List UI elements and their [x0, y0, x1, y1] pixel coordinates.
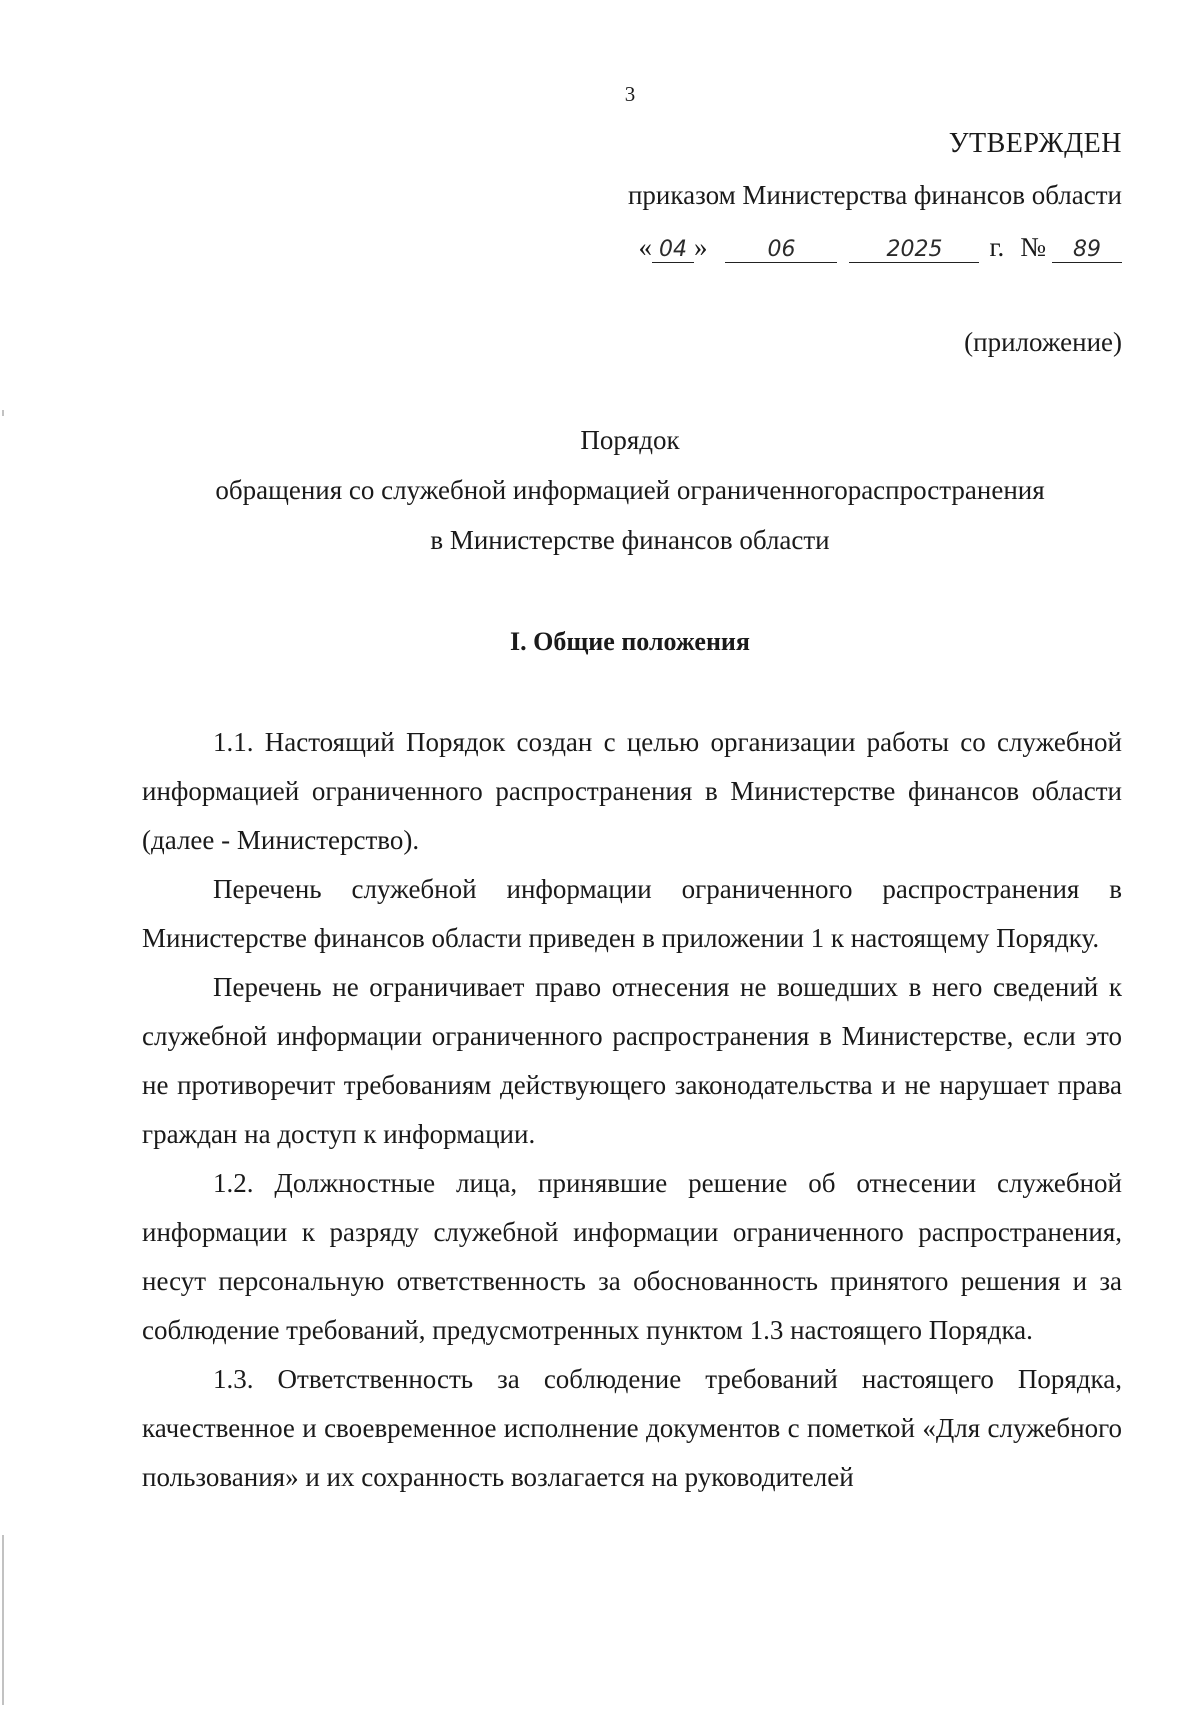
document-title: Порядок — [580, 425, 680, 455]
handwritten-order-number: 89 — [1052, 238, 1122, 263]
approval-date-line — [638, 232, 1122, 263]
paragraph-1-3: 1.3. Ответственность за соблюдение требований настоящего Порядка, качественное и своевременное исполнение документов с пометкой «Для служебного пользования» и их сохранность возлагается на руководителей — [142, 1364, 1122, 1492]
document-subtitle-line-1: обращения со служебной информацией ограниченногораспространения — [215, 475, 1045, 505]
scan-artifact — [2, 410, 4, 416]
handwritten-year: 2025 — [849, 238, 979, 263]
document-subtitle-line-2: в Министерстве финансов области — [430, 525, 830, 555]
paragraph-list-reference: Перечень служебной информации ограниченного распространения в Министерстве финансов области приведен в приложении 1 к настоящему Порядку. — [142, 874, 1122, 953]
approval-order-text: приказом Министерства финансов области — [627, 180, 1122, 210]
handwritten-month: 06 — [725, 238, 837, 263]
close-quote: » — [693, 232, 708, 262]
section-body — [142, 718, 1122, 1502]
annex-label: (приложение) — [964, 327, 1122, 357]
page-number: 3 — [624, 82, 636, 106]
paragraph-1-1: 1.1. Настоящий Порядок создан с целью организации работы со служебной информацией ограниченного распространения в Министерстве финансов области (далее - Министерство). — [142, 727, 1122, 855]
open-quote: « — [638, 232, 652, 262]
approval-title: УТВЕРЖДЕН — [948, 128, 1122, 159]
number-sign: № — [1020, 232, 1046, 262]
paragraph-1-2: 1.2. Должностные лица, принявшие решение об отнесении служебной информации к разряду служебной информации ограниченного распространения, несут персональную ответственность за обоснованность принятого решения и за соблюдение требований, предусмотренных пунктом 1.3 настоящего Порядка. — [142, 1168, 1122, 1345]
year-suffix: г. — [989, 232, 1005, 262]
paragraph-list-scope: Перечень не ограничивает право отнесения не вошедших в него сведений к служебной информации ограниченного распространения в Министерстве, если это не противоречит требованиям действующего законодательства и не нарушает права граждан на доступ к информации. — [142, 972, 1122, 1149]
handwritten-day: 04 — [652, 238, 694, 263]
section-heading: I. Общие положения — [510, 627, 750, 656]
scan-artifact — [2, 1535, 4, 1705]
